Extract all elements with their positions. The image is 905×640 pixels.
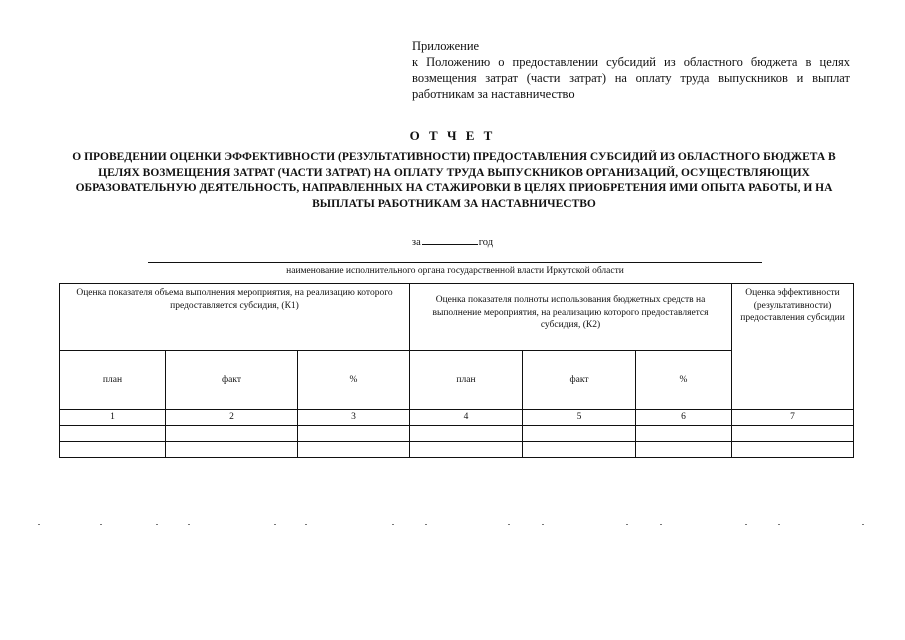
appendix-block	[412, 38, 850, 102]
period-prefix: за	[411, 237, 421, 248]
subheader-k1-fact: факт	[166, 351, 298, 410]
table-cell[interactable]	[60, 442, 166, 458]
scan-dots-divider	[30, 524, 880, 528]
column-number: 6	[636, 410, 732, 426]
column-number: 2	[166, 410, 298, 426]
org-name-line[interactable]	[148, 262, 762, 263]
table-cell[interactable]	[166, 426, 298, 442]
header-effectiveness: Оценка эффективности (результативности) предоставления субсидии	[732, 284, 854, 410]
subheader-k1-percent: %	[298, 351, 410, 410]
table-cell[interactable]	[523, 426, 636, 442]
column-number: 7	[732, 410, 854, 426]
table-row	[60, 442, 854, 458]
report-subtitle: О ПРОВЕДЕНИИ ОЦЕНКИ ЭФФЕКТИВНОСТИ (РЕЗУЛЬТАТИВНОСТИ) ПРЕДОСТАВЛЕНИЯ СУБСИДИЙ ИЗ ОБЛАСТНОГО БЮДЖЕТА В ЦЕЛЯХ ВОЗМЕЩЕНИЯ ЗАТРАТ (ЧАСТИ ЗАТРАТ) НА ОПЛАТУ ТРУДА ВЫПУСКНИКОВ ОРГАНИЗАЦИЙ, ОСУЩЕСТВЛЯЮЩИХ ОБРАЗОВАТЕЛЬНУЮ ДЕЯТЕЛЬНОСТЬ, НАПРАВЛЕННЫХ НА СТАЖИРОВКИ В ЦЕЛЯХ ПРИОБРЕТЕНИЯ ИМИ ОПЫТА РАБОТЫ, И НА ВЫПЛАТЫ РАБОТНИКАМ ЗА НАСТАВНИЧЕСТВО	[72, 151, 836, 210]
report-period	[0, 234, 905, 248]
table-cell[interactable]	[60, 426, 166, 442]
period-suffix: год	[478, 237, 494, 248]
year-blank-field[interactable]	[422, 234, 478, 245]
table-row	[60, 426, 854, 442]
column-number: 1	[60, 410, 166, 426]
subheader-k1-plan: план	[60, 351, 166, 410]
org-name-caption: наименование исполнительного органа государственной власти Иркутской области	[286, 266, 624, 276]
header-k1: Оценка показателя объема выполнения мероприятия, на реализацию которого предоставляется субсидия, (К1)	[60, 284, 410, 351]
column-number: 5	[523, 410, 636, 426]
subheader-k2-fact: факт	[523, 351, 636, 410]
column-number: 3	[298, 410, 410, 426]
column-number-row	[60, 410, 854, 426]
appendix-label: Приложение	[412, 39, 480, 53]
table-cell[interactable]	[410, 442, 523, 458]
table-cell[interactable]	[732, 426, 854, 442]
table-cell[interactable]	[298, 426, 410, 442]
table-cell[interactable]	[298, 442, 410, 458]
table-cell[interactable]	[166, 442, 298, 458]
evaluation-table	[59, 283, 854, 458]
table-cell[interactable]	[523, 442, 636, 458]
table-cell[interactable]	[636, 442, 732, 458]
appendix-text: к Положению о предоставлении субсидий из областного бюджета в целях возмещения затрат (части затрат) на оплату труда выпускников и выплат работникам за наставничество	[412, 55, 850, 101]
column-number: 4	[410, 410, 523, 426]
table-header-row	[60, 284, 854, 351]
table-cell[interactable]	[410, 426, 523, 442]
subheader-k2-percent: %	[636, 351, 732, 410]
header-k2: Оценка показателя полноты использования бюджетных средств на выполнение мероприятия, на реализацию которого предоставляется субсидия, (К2)	[410, 284, 732, 351]
table-cell[interactable]	[636, 426, 732, 442]
table-cell[interactable]	[732, 442, 854, 458]
subheader-k2-plan: план	[410, 351, 523, 410]
report-title: О Т Ч Е Т	[409, 128, 496, 143]
